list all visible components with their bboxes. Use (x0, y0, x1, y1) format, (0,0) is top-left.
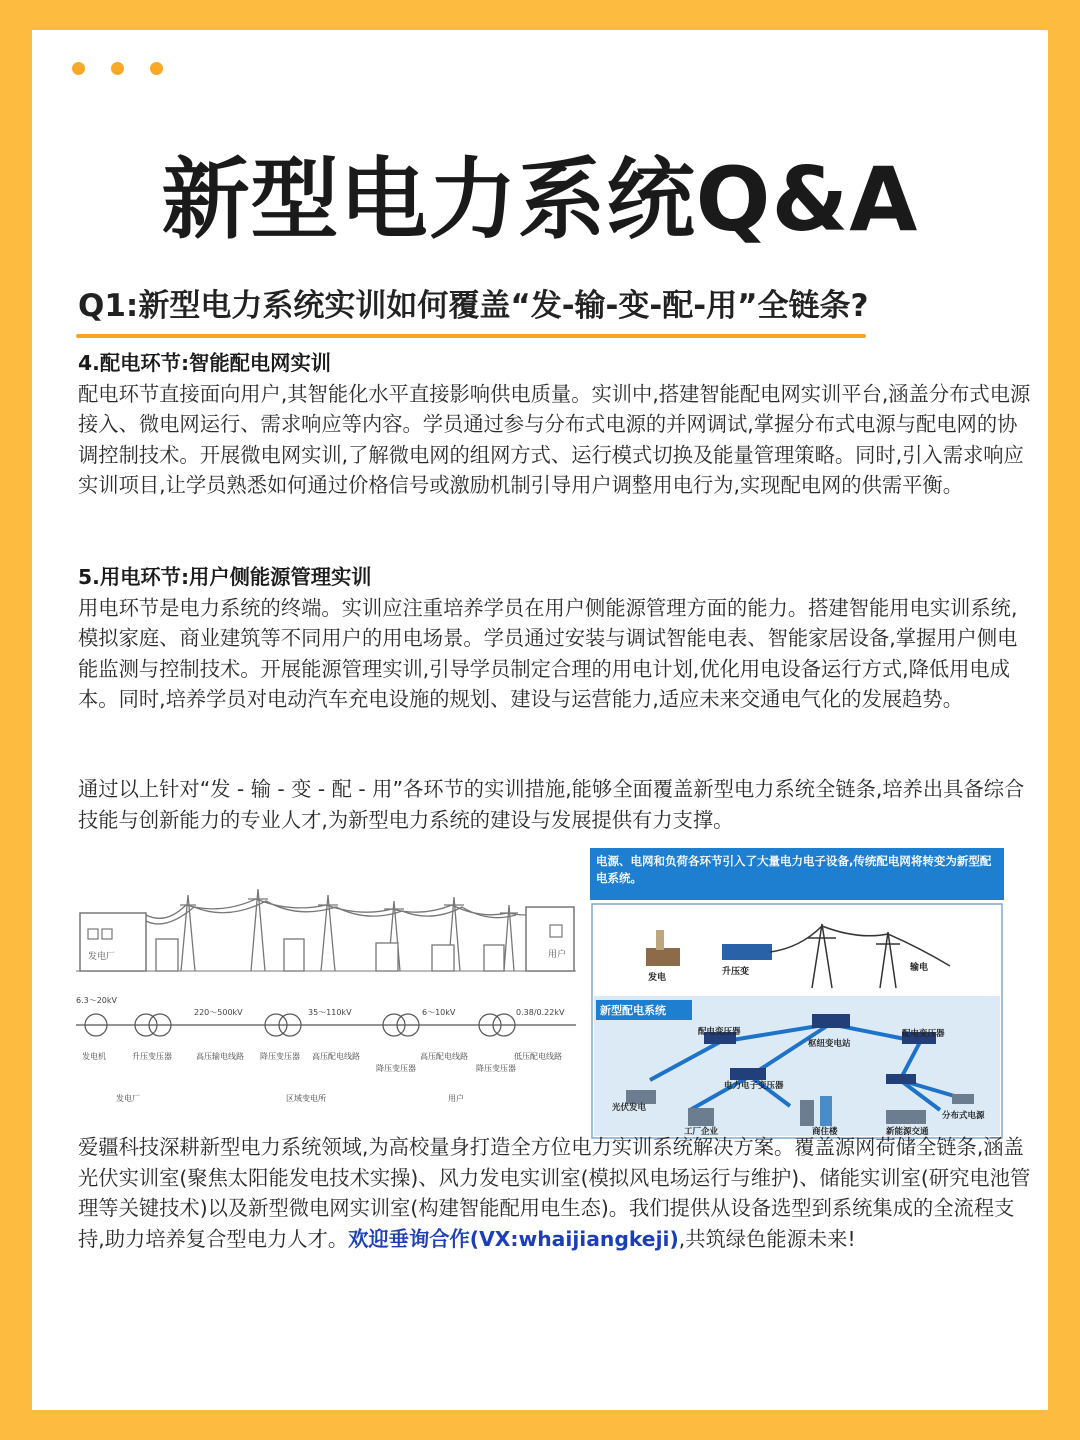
tower-icon (146, 889, 526, 971)
plant-label: 发电厂 (88, 952, 116, 962)
component-label: 降压变压器 (376, 1064, 416, 1073)
closing-tail: ,共筑绿色能源未来! (678, 1226, 856, 1251)
question-heading: Q1:新型电力系统实训如何覆盖“发-输-变-配-用”全链条? (78, 288, 869, 324)
solar-panel-icon (626, 1090, 656, 1104)
contact-link[interactable]: 欢迎垂询合作(VX:whaijiangkeji) (348, 1226, 679, 1251)
dot-icon (150, 62, 163, 75)
section-title: 新型配电系统 (600, 1004, 666, 1017)
node-label: 工厂企业 (684, 1127, 719, 1137)
residential-icon (800, 1100, 814, 1126)
voltage-label: 220～500kV (194, 1008, 243, 1017)
distribution-transformer-icon (886, 1074, 916, 1084)
question-underline (76, 334, 866, 338)
section-4-body: 配电环节直接面向用户,其智能化水平直接影响供电质量。实训中,搭建智能配电网实训平台,涵盖分布式电源接入、微电网运行、需求响应等内容。学员通过参与分布式电源的并网调试,掌握分布式电源与配电网的协调控制技术。开展微电网实训,了解微电网的组网方式、运行模式切换及能量管理策略。同时,引入需求响应实训项目,让学员熟悉如何通过价格信号或激励机制引导用户调整用电行为,实现配电网的供需平衡。 (78, 381, 1031, 498)
component-label: 低压配电线路 (514, 1052, 562, 1061)
window-dots (72, 62, 163, 75)
dot-icon (111, 62, 124, 75)
user-building-icon (526, 907, 574, 971)
dot-icon (72, 62, 85, 75)
diagram-banner-text: 电源、电网和负荷各环节引入了大量电力电子设备,传统配电网将转变为新型配电系统。 (596, 854, 992, 885)
page-title: 新型电力系统Q&A (161, 148, 919, 251)
group-label: 发电厂 (116, 1094, 140, 1103)
factory-icon (688, 1108, 714, 1126)
node-label: 枢纽变电站 (808, 1039, 851, 1049)
voltage-label: 0.38/0.22kV (516, 1008, 565, 1017)
ev-traffic-icon (886, 1110, 926, 1124)
section-5-heading: 5.用电环节:用户侧能源管理实训 (78, 565, 372, 589)
power-electronic-transformer-icon (730, 1068, 766, 1080)
section-5 (78, 562, 1036, 715)
group-label: 用户 (448, 1094, 464, 1103)
component-label: 降压变压器 (476, 1064, 516, 1073)
component-label: 高压配电线路 (312, 1052, 360, 1061)
node-label: 配电变压器 (698, 1027, 741, 1037)
component-label: 升压变压器 (132, 1052, 172, 1061)
node-label: 新能源交通 (886, 1127, 929, 1137)
traditional-grid-diagram (76, 875, 576, 1115)
group-label: 区域变电所 (286, 1094, 326, 1103)
step-up-transformer-icon (722, 944, 772, 960)
voltage-label: 6.3～20kV (76, 996, 118, 1005)
transformer-icon (156, 939, 504, 971)
node-label: 商住楼 (812, 1127, 838, 1137)
content-card (32, 30, 1048, 1410)
section-5-body: 用电环节是电力系统的终端。实训应注重培养学员在用户侧能源管理方面的能力。搭建智能用电实训系统,模拟家庭、商业建筑等不同用户的用电场景。学员通过安装与调试智能电表、智能家居设备,掌握用户侧电能监测与控制技术。开展能源管理实训,引导学员制定合理的用电计划,优化用电设备运行方式,降低用电成本。同时,培养学员对电动汽车充电设施的规划、建设与运营能力,适应未来交通电气化的发展趋势。 (78, 595, 1018, 712)
top-label: 发电 (648, 973, 667, 983)
component-label: 发电机 (82, 1052, 106, 1061)
voltage-label: 6～10kV (422, 1008, 456, 1017)
component-label: 降压变压器 (260, 1052, 300, 1061)
distributed-source-icon (952, 1094, 974, 1104)
component-label: 高压配电线路 (420, 1052, 468, 1061)
new-distribution-diagram (590, 848, 1004, 1140)
component-label: 高压输电线路 (196, 1052, 244, 1061)
top-label: 升压变 (722, 967, 750, 977)
closing-text: 爱疆科技深耕新型电力系统领域,为高校量身打造全方位电力实训系统解决方案。覆盖源网荷储全链条,涵盖光伏实训室(聚焦太阳能发电技术实操)、风力发电实训室(模拟风电场运行与维护)、储能实训室(研究电池管理等关键技术)以及新型微电网实训室(构建智能配用电生态)。我们提供从设备选型到系统集成的全流程支持,助力培养复合型电力人才。 (78, 1135, 1031, 1251)
hub-substation-icon (812, 1014, 850, 1028)
voltage-label: 35～110kV (308, 1008, 352, 1017)
node-label: 光伏发电 (612, 1103, 647, 1113)
node-label: 配电变压器 (902, 1029, 945, 1039)
node-label: 分布式电源 (942, 1111, 985, 1121)
power-plant-icon (80, 913, 146, 971)
top-label: 输电 (910, 963, 929, 973)
summary-paragraph: 通过以上针对“发 - 输 - 变 - 配 - 用”各环节的实训措施,能够全面覆盖新型电力系统全链条,培养出具备综合技能与创新能力的专业人才,为新型电力系统的建设与发展提供有力支撑。 (78, 777, 1025, 832)
section-4-heading: 4.配电环节:智能配电网实训 (78, 351, 332, 375)
user-label: 用户 (548, 950, 567, 960)
node-label: 电力电子变压器 (724, 1081, 784, 1091)
closing-paragraph (78, 1132, 1036, 1254)
section-4 (78, 348, 1036, 501)
